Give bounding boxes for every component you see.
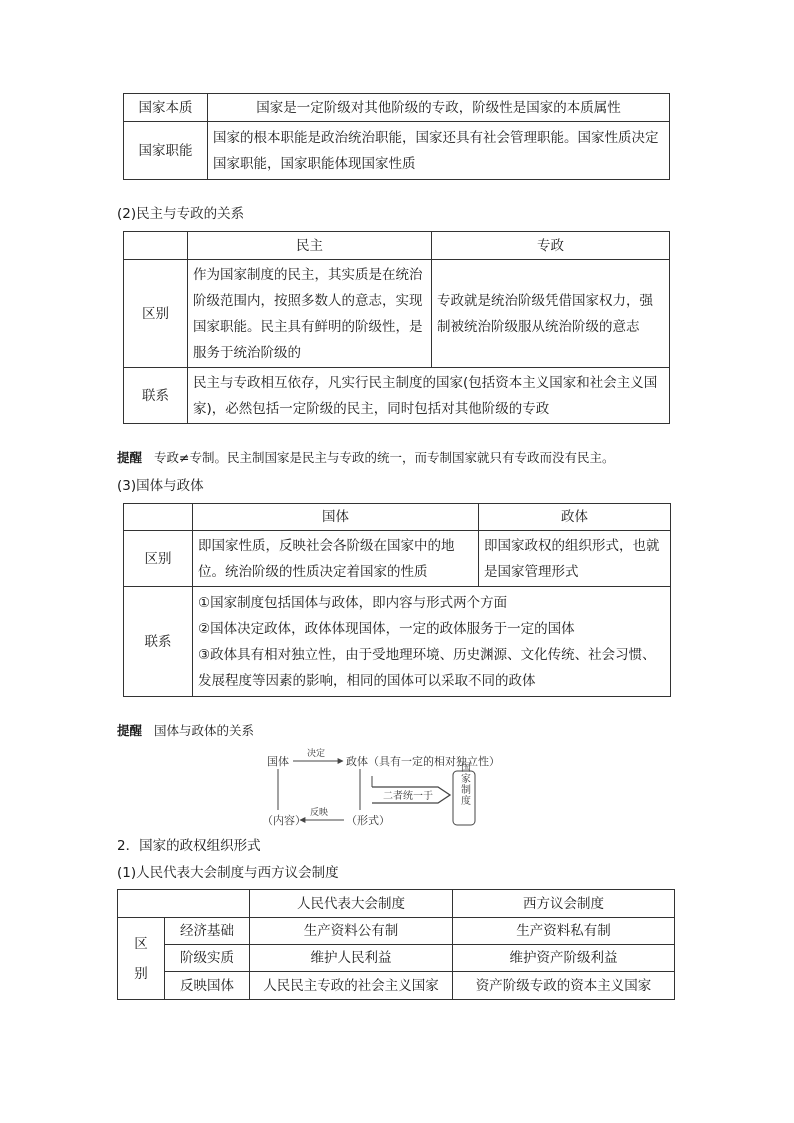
- row-label: 联系: [124, 368, 188, 424]
- row-label: 区别: [124, 260, 188, 368]
- table-cell: 生产资料私有制: [453, 918, 675, 945]
- row-label: 国家本质: [124, 94, 208, 122]
- table-cell: 维护人民利益: [250, 945, 453, 972]
- section-heading-organization: 2．国家的政权组织形式: [117, 838, 261, 854]
- row-text: 国家的根本职能是政治统治职能，国家还具有社会管理职能。国家性质决定国家职能，国家职能体现国家性质: [208, 122, 670, 180]
- table-cell: 资产阶级专政的资本主义国家: [453, 972, 675, 1000]
- table-cell: 即国家性质，反映社会各阶级在国家中的地位。统治阶级的性质决定着国家的性质: [193, 531, 479, 587]
- tip-text: 国体与政体的关系: [154, 723, 255, 738]
- table-cell: 即国家政权的组织形式，也就是国家管理形式: [479, 531, 671, 587]
- group-label: 区别: [118, 918, 165, 1000]
- column-header: 民主: [188, 232, 432, 260]
- column-header: 政体: [479, 504, 671, 531]
- guoti-label: 国体: [267, 755, 289, 768]
- link-item: ②国体决定政体，政体体现国体，一定的政体服务于一定的国体: [198, 620, 575, 637]
- tip-label: 提醒: [117, 723, 143, 738]
- column-header: 人民代表大会制度: [250, 890, 453, 918]
- table-cell: 维护资产阶级利益: [453, 945, 675, 972]
- column-header: 西方议会制度: [453, 890, 675, 918]
- state-system-label: 国家制度: [458, 762, 470, 806]
- row-label: 阶级实质: [165, 945, 250, 972]
- row-text: 国家是一定阶级对其他阶级的专政，阶级性是国家的本质属性: [208, 94, 670, 122]
- row-label: 联系: [124, 587, 193, 697]
- congress-parliament-table: [117, 889, 675, 1000]
- section-subheading-congress: (1)人民代表大会制度与西方议会制度: [117, 865, 339, 881]
- tip-text: 专政≠专制。民主制国家是民主与专政的统一，而专制国家就只有专政而没有民主。: [154, 450, 615, 465]
- table-cell: 生产资料公有制: [250, 918, 453, 945]
- empty-header-cell: [118, 890, 250, 918]
- zhengti-label: 政体（具有一定的相对独立性）: [346, 755, 500, 768]
- reflect-label: 反映: [310, 808, 329, 818]
- neirong-label: （内容）: [262, 814, 306, 827]
- row-label: 反映国体: [165, 972, 250, 1000]
- column-header: 专政: [432, 232, 670, 260]
- section-heading-democracy: (2)民主与专政的关系: [117, 206, 245, 222]
- row-label: 经济基础: [165, 918, 250, 945]
- row-label: 区别: [124, 531, 193, 587]
- tip-label: 提醒: [117, 450, 143, 465]
- table-cell: 民主与专政相互依存，凡实行民主制度的国家(包括资本主义国家和社会主义国家)，必然包括一定阶级的民主，同时包括对其他阶级的专政: [188, 368, 670, 424]
- decide-label: 决定: [307, 749, 326, 759]
- section-heading-state-system: (3)国体与政体: [117, 478, 204, 494]
- xingshi-label: （形式）: [346, 814, 390, 827]
- table-cell: 人民民主专政的社会主义国家: [250, 972, 453, 1000]
- column-header: 国体: [193, 504, 479, 531]
- table-cell: 专政就是统治阶级凭借国家权力，强制被统治阶级服从统治阶级的意志: [432, 260, 670, 368]
- table-cell: 作为国家制度的民主，其实质是在统治阶级范围内，按照多数人的意志，实现国家职能。民主具有鲜明的阶级性，是服务于统治阶级的: [188, 260, 432, 368]
- row-label: 国家职能: [124, 122, 208, 180]
- unify-label: 二者统一于: [383, 791, 433, 802]
- link-item: ①国家制度包括国体与政体，即内容与形式两个方面: [198, 594, 508, 611]
- link-item: ③政体具有相对独立性，由于受地理环境、历史渊源、文化传统、社会习惯、发展程度等因素的影响，相同的国体可以采取不同的政体: [198, 646, 656, 689]
